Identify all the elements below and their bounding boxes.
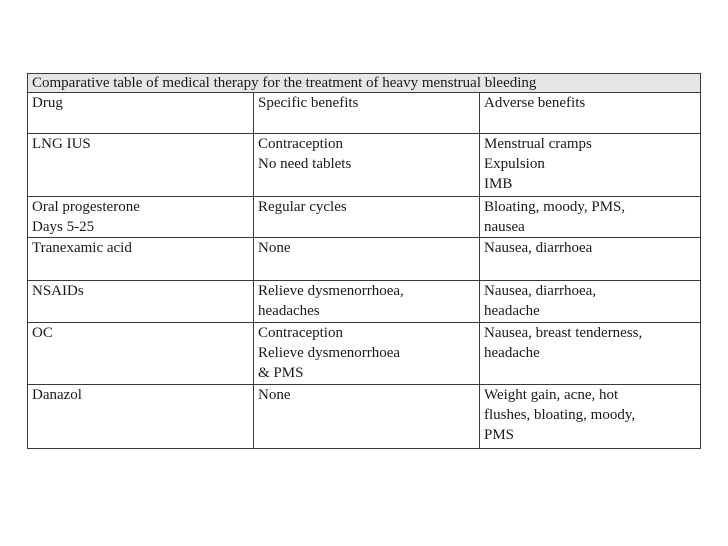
drug-cell — [28, 323, 254, 385]
cell-line: Tranexamic acid — [32, 240, 132, 256]
cell-line: Contraception — [258, 325, 343, 341]
cell-line: Relieve dysmenorrhoea — [258, 345, 401, 361]
adverse-cell — [480, 385, 701, 449]
cell-line: flushes, bloating, moody, — [484, 407, 636, 423]
cell-line: headaches — [258, 303, 320, 319]
adverse-cell — [480, 281, 701, 323]
table-row — [28, 134, 701, 197]
table-title-row — [28, 74, 701, 93]
cell-line: OC — [32, 325, 53, 341]
cell-line: nausea — [484, 219, 525, 235]
benefits-cell — [254, 238, 480, 281]
cell-line: Menstrual cramps — [484, 136, 592, 152]
benefits-cell — [254, 385, 480, 449]
adverse-cell — [480, 323, 701, 385]
cell-line: None — [258, 387, 291, 403]
drug-cell — [28, 197, 254, 238]
drug-cell — [28, 134, 254, 197]
drug-cell — [28, 238, 254, 281]
cell-line: PMS — [484, 427, 515, 443]
cell-line: Expulsion — [484, 156, 545, 172]
cell-line: headache — [484, 345, 540, 361]
cell-line: Nausea, diarrhoea, — [484, 283, 597, 299]
cell-line: Nausea, diarrhoea — [484, 240, 593, 256]
table-row — [28, 281, 701, 323]
cell-line: Days 5-25 — [32, 219, 95, 235]
table-row — [28, 323, 701, 385]
adverse-cell — [480, 238, 701, 281]
cell-line: Danazol — [32, 387, 82, 403]
adverse-cell — [480, 197, 701, 238]
table-row — [28, 385, 701, 449]
table-title: Comparative table of medical therapy for the treatment of heavy menstrual bleeding — [28, 74, 701, 93]
table-header-row — [28, 93, 701, 134]
column-header-drug: Drug — [28, 93, 254, 134]
cell-line: headache — [484, 303, 540, 319]
benefits-cell — [254, 281, 480, 323]
drug-cell — [28, 281, 254, 323]
cell-line: Contraception — [258, 136, 343, 152]
adverse-cell — [480, 134, 701, 197]
cell-line: Regular cycles — [258, 199, 347, 215]
benefits-cell — [254, 134, 480, 197]
cell-line: Bloating, moody, PMS, — [484, 199, 626, 215]
cell-line: LNG IUS — [32, 136, 91, 152]
cell-line: & PMS — [258, 365, 304, 381]
table-row — [28, 238, 701, 281]
cell-line: Nausea, breast tenderness, — [484, 325, 643, 341]
drug-cell — [28, 385, 254, 449]
cell-line: Relieve dysmenorrhoea, — [258, 283, 404, 299]
benefits-cell — [254, 197, 480, 238]
column-header-adverse-benefits: Adverse benefits — [480, 93, 701, 134]
cell-line: Weight gain, acne, hot — [484, 387, 619, 403]
cell-line: NSAIDs — [32, 283, 84, 299]
column-header-specific-benefits: Specific benefits — [254, 93, 480, 134]
cell-line: IMB — [484, 176, 513, 192]
cell-line: None — [258, 240, 291, 256]
benefits-cell — [254, 323, 480, 385]
therapy-comparison-table — [27, 73, 701, 449]
cell-line: No need tablets — [258, 156, 352, 172]
cell-line: Oral progesterone — [32, 199, 140, 215]
table-row — [28, 197, 701, 238]
